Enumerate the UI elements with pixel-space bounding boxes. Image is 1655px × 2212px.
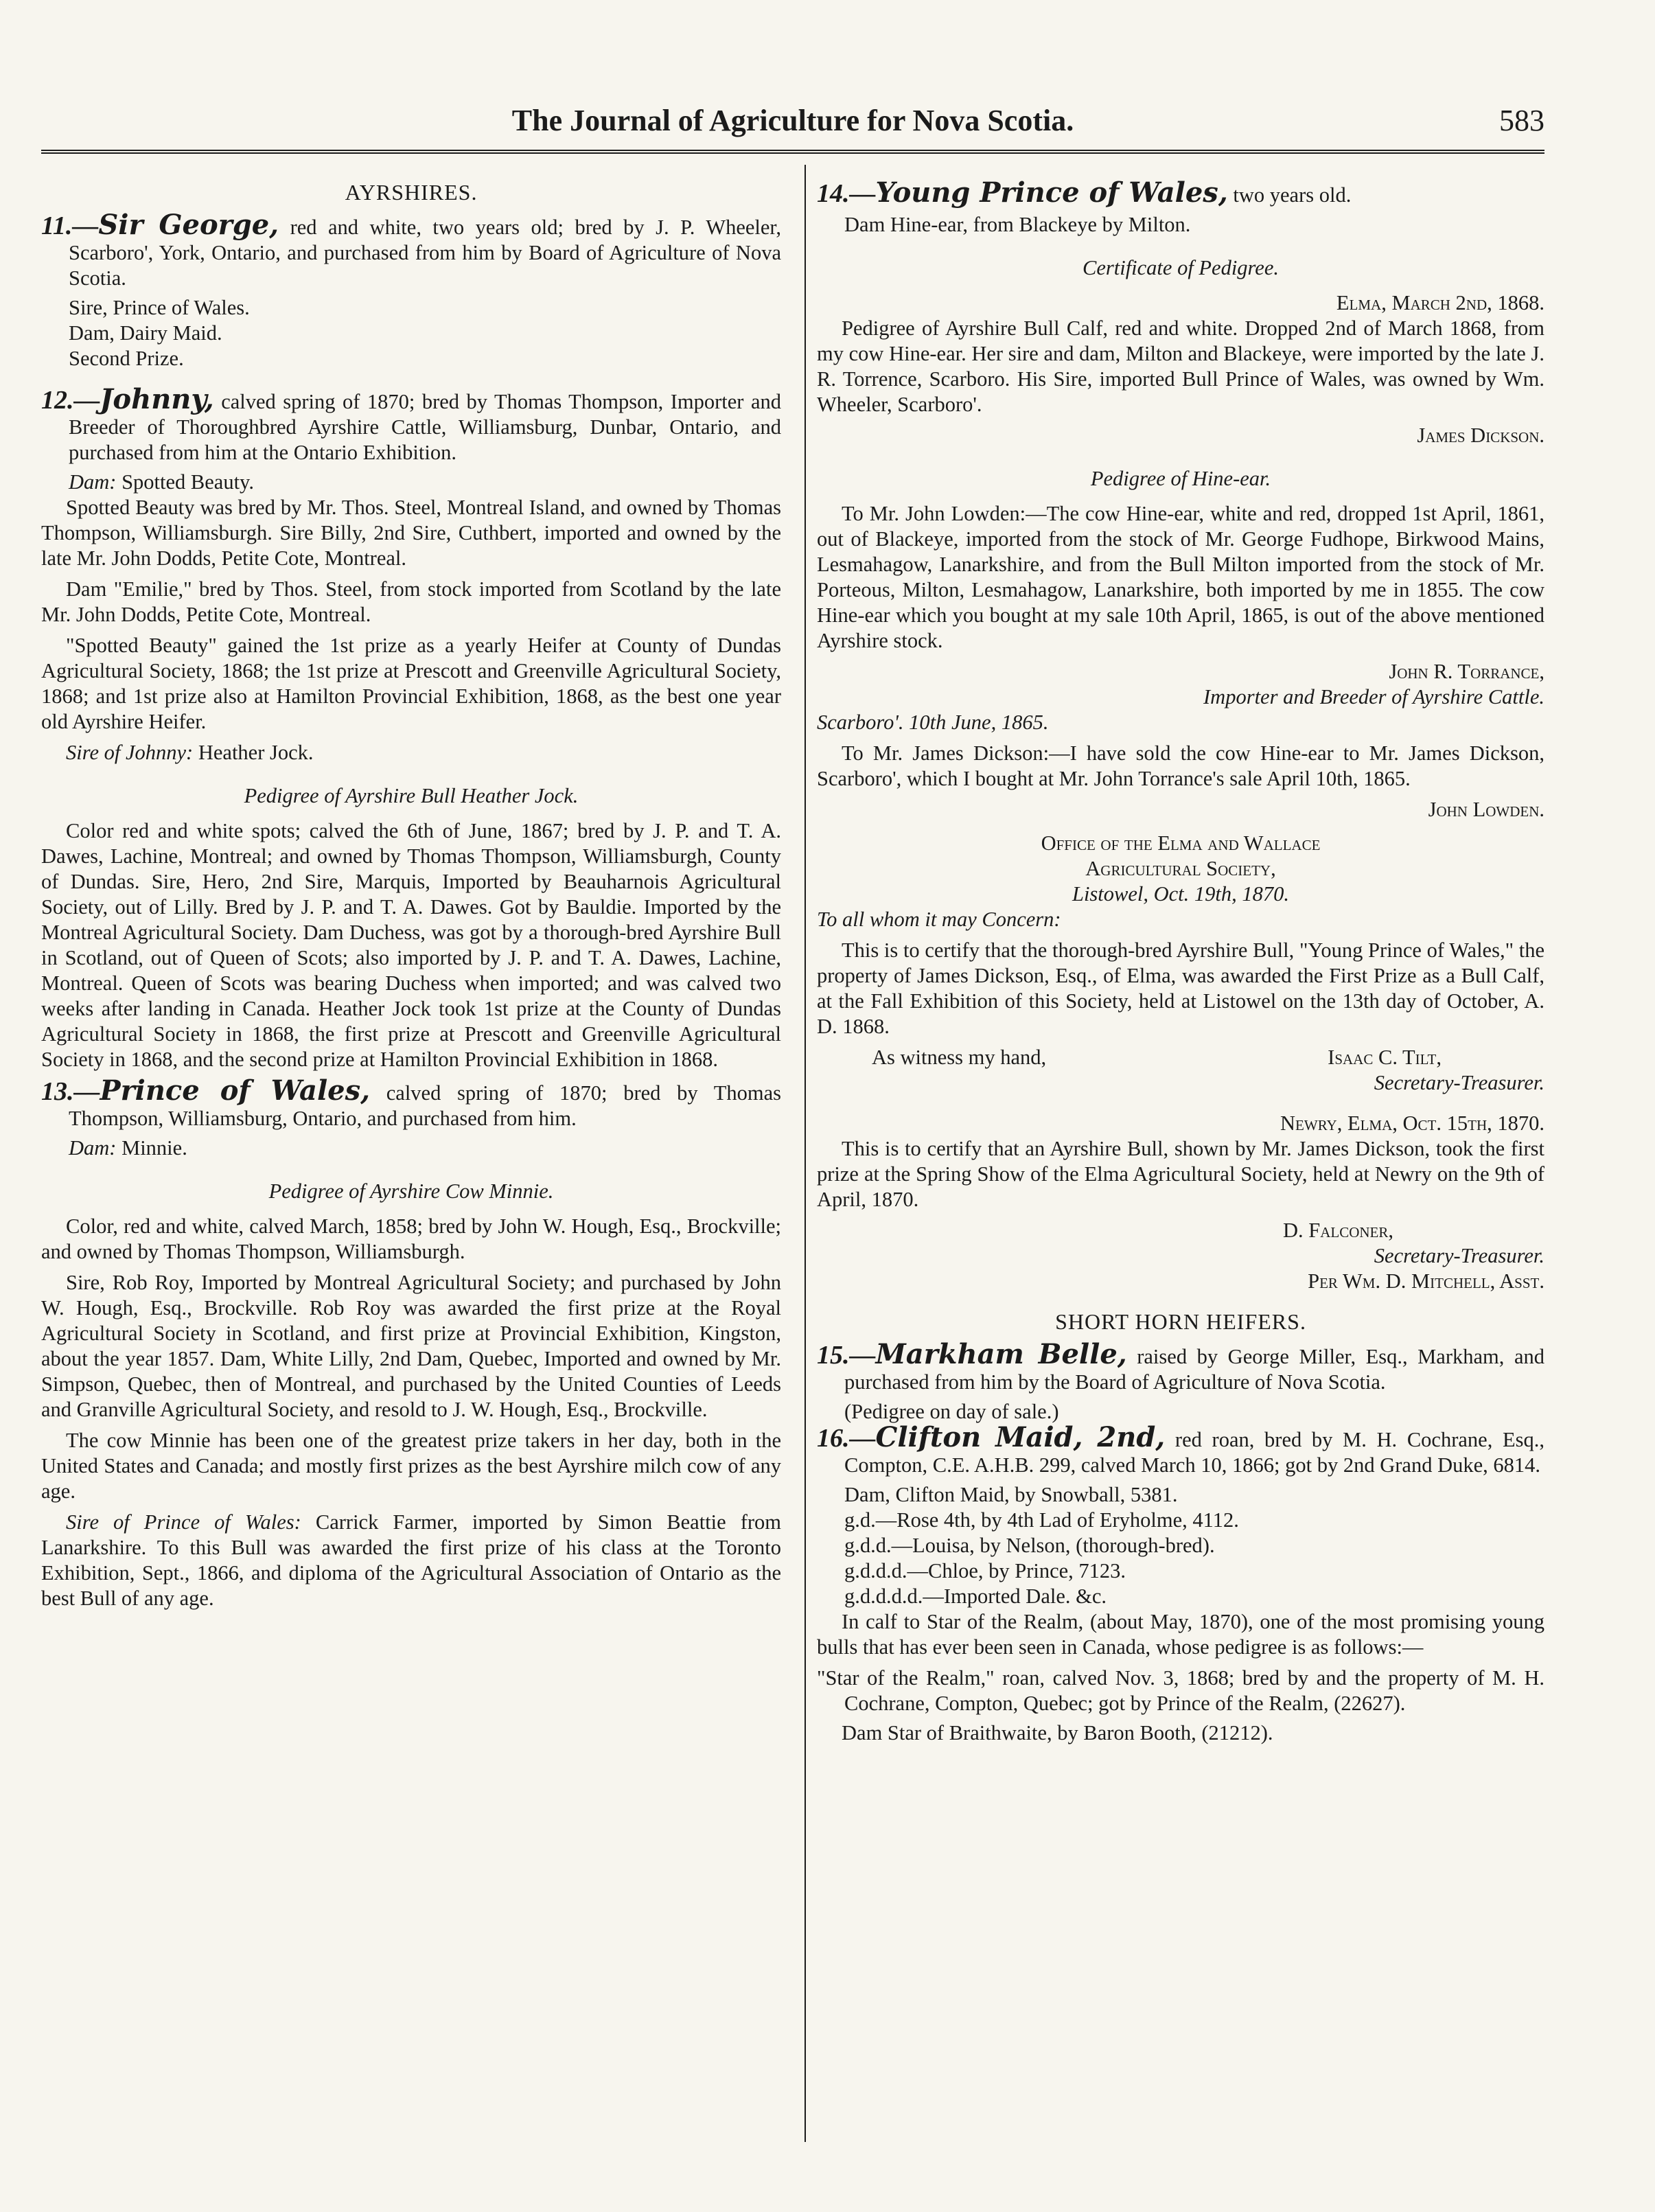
pedigree-line: g.d.d.d.—Chloe, by Prince, 7123. bbox=[844, 1559, 1126, 1582]
entry-number: 12.— bbox=[41, 386, 100, 415]
minnie-para-1: Color, red and white, calved March, 1858; bred by John W. Hough, Esq., Brockville; and owned by Thomas Thompson, Williamsburgh. bbox=[41, 1214, 781, 1263]
page-header bbox=[41, 103, 1544, 144]
page-number: 583 bbox=[1499, 104, 1544, 137]
certificate-dateline: Elma, March 2nd, 1868. bbox=[1336, 291, 1544, 314]
entry-12-para-3: "Spotted Beauty" gained the 1st prize as a yearly Heifer at County of Dundas Agricultural Society, 1868; the 1st prize at Prescott and Greenville Agricultural Society, 1868; and 1st prize also at Hamilton Provincial Exhibition, 1868, as the best one year old Ayrshire Heifer. bbox=[41, 634, 781, 733]
heather-jock-heading: Pedigree of Ayrshire Bull Heather Jock. bbox=[244, 784, 579, 807]
newry-signature-per: Per Wm. D. Mitchell, Asst. bbox=[1308, 1269, 1544, 1293]
minnie-heading: Pedigree of Ayrshire Cow Minnie. bbox=[268, 1179, 554, 1203]
hine-ear-letter-2-signature: John Lowden. bbox=[1428, 798, 1544, 821]
entry-number: 11.— bbox=[41, 211, 99, 240]
entry-12-sire: Sire of Johnny: Heather Jock. bbox=[66, 741, 314, 764]
entry-16-para-3: Dam Star of Braithwaite, by Baron Booth, (21212). bbox=[842, 1721, 1273, 1744]
entry-14-dam: Dam Hine-ear, from Blackeye by Milton. bbox=[844, 213, 1191, 236]
witness-line: As witness my hand, Isaac C. Tilt, bbox=[872, 1046, 1442, 1069]
entry-text: red roan, bred by M. H. Cochrane, Esq., Compton, C.E. A.H.B. 299, calved March 10, 1866; got by 2nd Grand Duke, 6814. bbox=[844, 1428, 1544, 1477]
certificate-signature: James Dickson. bbox=[1417, 424, 1544, 447]
entry-14 bbox=[817, 176, 1544, 209]
office-signature-title: Secretary-Treasurer. bbox=[1374, 1071, 1544, 1094]
hine-ear-signature: John R. Torrance, bbox=[1389, 660, 1544, 683]
entry-11 bbox=[41, 209, 781, 291]
entry-12 bbox=[41, 383, 781, 465]
newry-dateline: Newry, Elma, Oct. 15th, 1870. bbox=[1280, 1111, 1544, 1135]
hine-ear-letter-2: To Mr. James Dickson:—I have sold the cow Hine-ear to Mr. James Dickson, Scarboro', which I bought at Mr. John Torrance's sale April 10th, 1865. bbox=[817, 741, 1544, 790]
pedigree-line: g.d.d.—Louisa, by Nelson, (thorough-bred). bbox=[844, 1534, 1215, 1557]
entry-11-prize: Second Prize. bbox=[69, 347, 184, 370]
entry-11-sire: Sire, Prince of Wales. bbox=[69, 296, 250, 319]
office-certificate: This is to certify that the thorough-bred Ayrshire Bull, "Young Prince of Wales," the property of James Dickson, Esq., of Elma, was awarded the First Prize as a Bull Calf, at the Fall Exhibition of this Society, held at Listowel on the 13th day of October, A. D. 1868. bbox=[817, 938, 1544, 1038]
animal-name: Prince of Wales, bbox=[100, 1074, 371, 1107]
newry-signature: D. Falconer, bbox=[1282, 1219, 1393, 1242]
animal-name: Young Prince of Wales, bbox=[875, 176, 1228, 209]
pedigree-line: Dam, Clifton Maid, by Snowball, 5381. bbox=[844, 1483, 1178, 1506]
certificate-text: Pedigree of Ayrshire Bull Calf, red and white. Dropped 2nd of March 1868, from my cow Hine-ear. Her sire and dam, Milton and Blackeye, were imported by the late J. R. Torrence, Scarboro. His Sire, imported Bull Prince of Wales, was owned by Wm. Wheeler, Scarboro'. bbox=[817, 316, 1544, 416]
entry-12-dam: Dam: Spotted Beauty. bbox=[69, 470, 254, 494]
newry-signature-title: Secretary-Treasurer. bbox=[1374, 1244, 1544, 1267]
hine-ear-letter-1: To Mr. John Lowden:—The cow Hine-ear, white and red, dropped 1st April, 1861, out of Blackeye, imported from the stock of Mr. George Fudhope, Birkwood Mains, Lesmahagow, Lanarkshire, and from the Bull Milton imported from the stock of Mr. Porteous, Milton, Lesmahagow, Lanarkshire, both imported by me in 1855. The cow Hine-ear which you bought at my sale 10th April, 1865, is out of the above mentioned Ayrshire stock. bbox=[817, 502, 1544, 652]
entry-text: raised by George Miller, Esq., Markham, and purchased from him by the Board of Agriculture of Nova Scotia. bbox=[844, 1345, 1544, 1394]
society-office-header: Office of the Elma and Wallace Agricultural Society, Listowel, Oct. 19th, 1870. bbox=[1041, 831, 1321, 906]
journal-title: The Journal of Agriculture for Nova Scotia. bbox=[511, 104, 1074, 137]
minnie-para-4: Sire of Prince of Wales: Carrick Farmer, imported by Simon Beattie from Lanarkshire. To this Bull was awarded the first prize of his class at the Toronto Exhibition, Sept., 1866, and diploma of the Agricultural Association of Ontario as the best Bull of any age. bbox=[41, 1510, 782, 1610]
animal-name: Sir George, bbox=[98, 209, 279, 241]
right-column bbox=[817, 176, 1544, 1751]
pedigree-line: g.d.—Rose 4th, by 4th Lad of Eryholme, 4112. bbox=[844, 1508, 1239, 1532]
minnie-para-3: The cow Minnie has been one of the greatest prize takers in her day, both in the United States and Canada; and mostly first prizes as the best Ayrshire milch cow of any age. bbox=[41, 1429, 781, 1503]
entry-number: 13.— bbox=[41, 1077, 100, 1106]
entry-13 bbox=[41, 1074, 781, 1131]
entry-13-dam: Dam: Minnie. bbox=[69, 1136, 187, 1160]
entry-text: red and white, two years old; bred by J. P. Wheeler, Scarboro', York, Ontario, and purchased from him by Board of Agriculture of Nova Scotia. bbox=[69, 216, 781, 290]
hine-ear-signature-place: Scarboro'. 10th June, 1865. bbox=[817, 711, 1049, 734]
hine-ear-heading: Pedigree of Hine-ear. bbox=[1090, 467, 1271, 490]
entry-number: 15.— bbox=[817, 1341, 876, 1370]
newry-certificate: This is to certify that an Ayrshire Bull, shown by Mr. James Dickson, took the first prize at the Spring Show of the Elma Agricultural Society, held at Newry on the 9th of April, 1870. bbox=[817, 1137, 1544, 1211]
entry-text: two years old. bbox=[1227, 183, 1352, 207]
entry-text: calved spring of 1870; bred by Thomas Thompson, Importer and Breeder of Thoroughbred Ayrshire Cattle, Williamsburg, Dunbar, Ontario, and purchased from him at the Ontario Exhibition. bbox=[69, 390, 781, 464]
header-rule bbox=[41, 150, 1544, 154]
entry-16-para-2: "Star of the Realm," roan, calved Nov. 3, 1868; bred by and the property of M. H. Cochrane, Compton, Quebec; got by Prince of the Realm, (22627). bbox=[817, 1666, 1544, 1715]
entry-number: 14.— bbox=[817, 179, 876, 208]
entry-text: calved spring of 1870; bred by Thomas Thompson, Williamsburg, Ontario, and purchased from him. bbox=[69, 1081, 781, 1130]
hine-ear-signature-title: Importer and Breeder of Ayrshire Cattle. bbox=[1203, 685, 1544, 708]
entry-11-dam: Dam, Dairy Maid. bbox=[69, 321, 222, 345]
entry-15-note: (Pedigree on day of sale.) bbox=[844, 1400, 1059, 1423]
entry-12-para-2: Dam "Emilie," bred by Thos. Steel, from stock imported from Scotland by the late Mr. John Dodds, Petite Cote, Montreal. bbox=[41, 577, 781, 626]
heather-jock-pedigree: Color red and white spots; calved the 6th of June, 1867; bred by J. P. and T. A. Dawes, Lachine, Montreal; and owned by Thomas Thompson, Williamsburgh, County of Dundas. Sire, Hero, 2nd Sire, Marquis, Imported by Beauharnois Agricultural Society, out of Lilly. Bred by J. P. and T. A. Dawes. Got by Bauldie. Imported by the Montreal Agricultural Society. Dam Duchess, was got by a thorough-bred Ayrshire Bull in Scotland, out of Queen of Scots; also imported by J. P. and T. A. Dawes, Lachine, Montreal. Queen of Scots was bearing Duchess when imported; and was calved two weeks after landing in Canada. Heather Jock took 1st prize at the County of Dundas Agricultural Society in 1868, the first prize at Prescott and Greenville Agricultural Society in 1868, and the second prize at Hamilton Provincial Exhibition in 1868. bbox=[41, 819, 781, 1071]
salutation: To all whom it may Concern: bbox=[817, 908, 1061, 931]
column-divider bbox=[805, 165, 806, 2142]
animal-name: Markham Belle, bbox=[875, 1338, 1127, 1370]
entry-12-para-1: Spotted Beauty was bred by Mr. Thos. Steel, Montreal Island, and owned by Thomas Thompson, Williamsburgh. Sire Billy, 2nd Sire, Cuthbert, imported and owned by the late Mr. John Dodds, Petite Cote, Montreal. bbox=[41, 496, 781, 570]
left-column bbox=[41, 180, 781, 1617]
ayrshires-heading: AYRSHIRES. bbox=[345, 180, 478, 205]
pedigree-line: g.d.d.d.d.—Imported Dale. &c. bbox=[844, 1585, 1107, 1608]
entry-number: 16.— bbox=[817, 1424, 876, 1453]
certificate-heading: Certificate of Pedigree. bbox=[1083, 256, 1279, 279]
minnie-para-2: Sire, Rob Roy, Imported by Montreal Agricultural Society; and purchased by John W. Hough, Esq., Brockville. Rob Roy was awarded the first prize at the Royal Agricultural Society in Scotland, and first prize at Provincial Exhibition, Kingston, about the year 1857. Dam, White Lilly, 2nd Dam, Quebec, Imported and owned by Mr. Simpson, Quebec, then of Montreal, and purchased by the United Counties of Leeds and Granville Agricultural Society, and resold to J. W. Hough, Esq., Brockville. bbox=[41, 1271, 781, 1421]
entry-15 bbox=[817, 1338, 1544, 1395]
shorthorn-heading: SHORT HORN HEIFERS. bbox=[1055, 1309, 1306, 1334]
animal-name: Clifton Maid, 2nd, bbox=[875, 1421, 1166, 1453]
animal-name: Johnny, bbox=[100, 383, 214, 415]
entry-16-para-1: In calf to Star of the Realm, (about May, 1870), one of the most promising young bulls that has ever been seen in Canada, whose pedigree is as follows:— bbox=[817, 1610, 1544, 1659]
entry-16 bbox=[817, 1421, 1544, 1478]
